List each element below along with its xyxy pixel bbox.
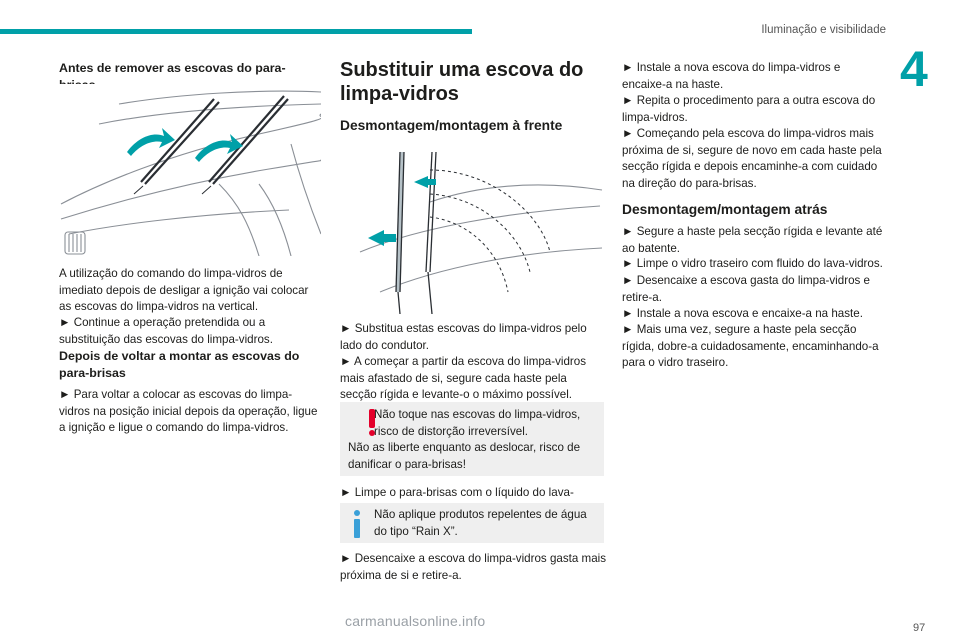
- wiper-lifting-illustration: [340, 142, 606, 314]
- step-continue: ► Continue a operação pretendida ou a substituição das escovas do limpa-vidros.: [59, 316, 273, 346]
- step-remove-worn-blade: ► Desencaixe a escova do limpa-vidros gasta mais próxima de si e retire-a.: [340, 552, 607, 582]
- windscreen-wipers-illustration: [59, 84, 321, 256]
- step-lift-wiper: ► A começar a partir da escova do limpa-vidros mais afastado de si, segure cada haste pela secção rígida e levante-o o máximo possível.: [340, 355, 587, 401]
- front-wiper-illustration: [340, 142, 606, 314]
- subtitle-front: Desmontagem/montagem à frente: [340, 118, 563, 133]
- step-install-new-blade: ► Instale a nova escova do limpa-vidros e encaixe-a na haste.: [622, 61, 841, 91]
- subtitle-rear: Desmontagem/montagem atrás: [622, 202, 828, 217]
- header-accent-bar: [0, 29, 472, 34]
- step-repeat-other: ► Repita o procedimento para a outra escova do limpa-vidros.: [622, 94, 876, 124]
- info-box: [340, 503, 604, 543]
- step-driver-side: ► Substitua estas escovas do limpa-vidros pelo lado do condutor.: [340, 322, 587, 352]
- step-rear-clean: ► Limpe o vidro traseiro com fluido do lava-vidros.: [622, 257, 883, 270]
- step-rear-install: ► Instale a nova escova e encaixe-a na haste.: [622, 307, 863, 320]
- page-number: 97: [913, 622, 926, 634]
- paragraph-ignition: A utilização do comando do limpa-vidros de imediato depois de desligar a ignição vai colocar as escovas do limpa-vidros na vertical.: [59, 267, 309, 313]
- heading-before-removal: Antes de remover as escovas do para-: [59, 61, 286, 75]
- warning-text-1: Não toque nas escovas do limpa-vidros, risco de distorção irreversível.: [374, 408, 581, 438]
- heading-after-refit: Depois de voltar a montar as escovas do para-brisas: [59, 349, 300, 380]
- step-return-position: ► Para voltar a colocar as escovas do limpa-vidros na posição inicial depois da operação, ligue a ignição e ligue o comando do limpa-vidros.: [59, 388, 318, 434]
- warning-text-2: Não as liberte enquanto as deslocar, risco de danificar o para-brisas!: [348, 441, 581, 471]
- step-fold-back: ► Começando pela escova do limpa-vidros mais próxima de si, segure de novo em cada haste pela secção rígida e depois encaminhe-a com cuidado na direção do para-brisas.: [622, 127, 882, 190]
- step-rear-lift: ► Segure a haste pela secção rígida e levante até ao batente.: [622, 225, 883, 255]
- step-clean-windscreen: ► Limpe o para-brisas com o líquido do lava-: [340, 486, 574, 499]
- chapter-number: 4: [900, 41, 928, 97]
- info-text: Não aplique produtos repelentes de água do tipo “Rain X”.: [374, 508, 587, 538]
- step-rear-fold: ► Mais uma vez, segure a haste pela secção rígida, dobre-a cuidadosamente, encaminhando-a para o vidro traseiro.: [622, 323, 879, 369]
- info-icon: [352, 510, 362, 538]
- watermark: carmanualsonline.info: [345, 613, 486, 629]
- wipers-vertical-illustration: [59, 84, 321, 256]
- step-rear-remove: ► Desencaixe a escova gasta do limpa-vidros e retire-a.: [622, 274, 870, 304]
- warning-box: [340, 402, 604, 476]
- page-title: Substituir uma escova do limpa-vidros: [340, 59, 584, 105]
- section-title: Iluminação e visibilidade: [761, 24, 886, 36]
